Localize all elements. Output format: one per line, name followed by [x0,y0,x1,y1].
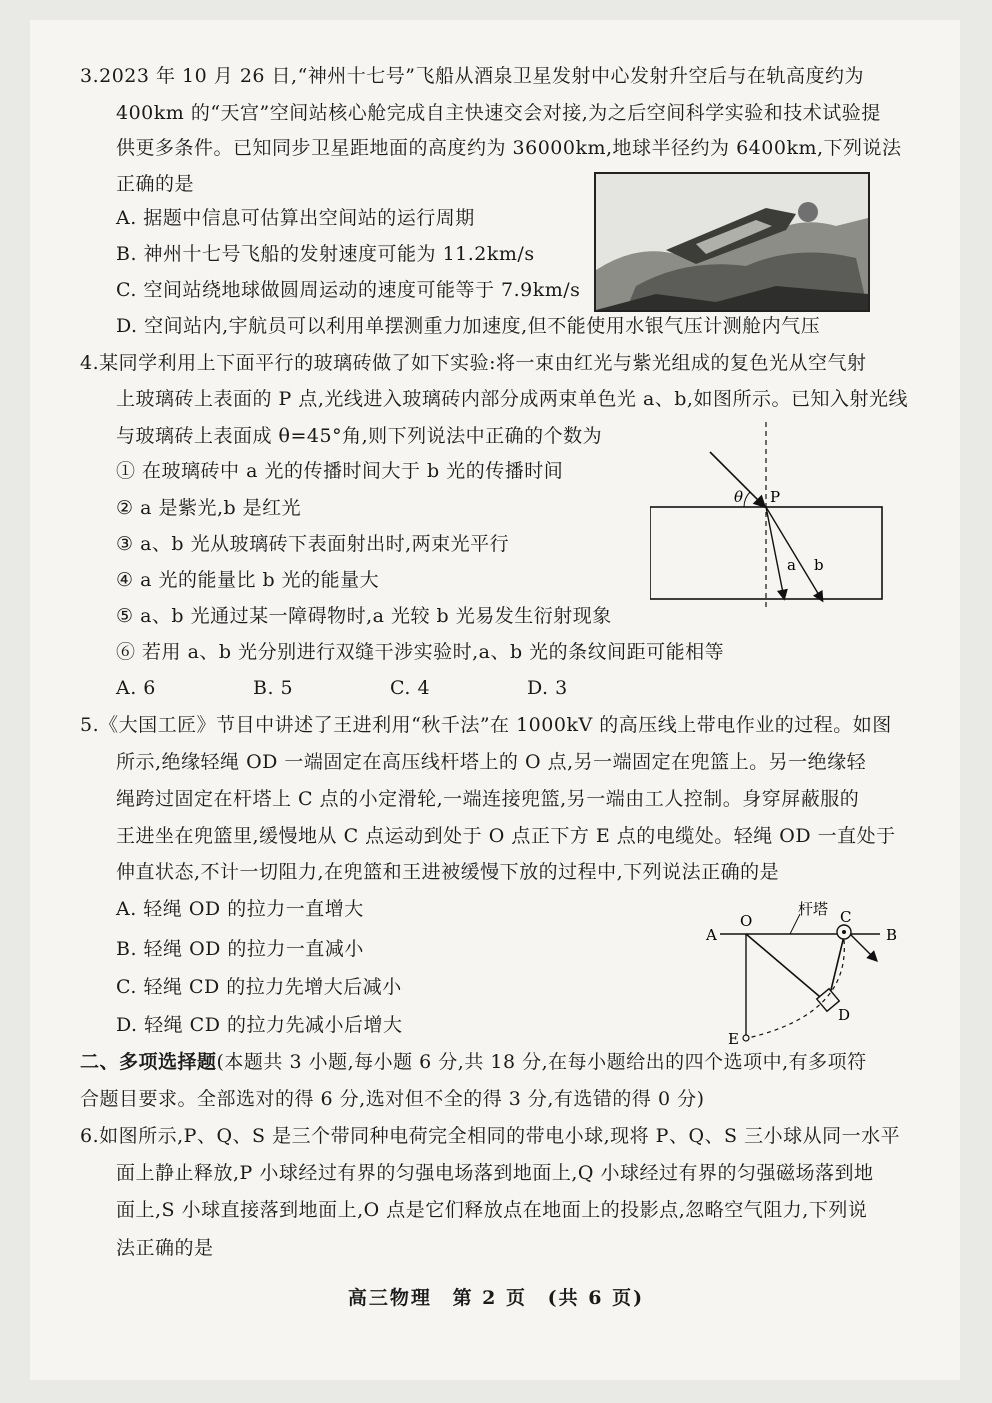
point-e [743,1035,749,1041]
section2-line-2: 合题目要求。全部选对的得 6 分,选对但不全的得 3 分,有选错的得 0 分) [80,1088,705,1110]
q5-line-5: 伸直状态,不计一切阻力,在兜篮和王进被缓慢下放的过程中,下列说法正确的是 [116,861,780,883]
section2-title: 二、多项选择题 [80,1051,217,1073]
q4-statement-3: ③ a、b 光从玻璃砖下表面射出时,两束光平行 [116,533,510,555]
q4-options [116,676,664,700]
q5-line-2: 所示,绝缘轻绳 OD 一端固定在高压线杆塔上的 O 点,另一端固定在兜篮上。另一绝缘轻 [116,751,867,773]
q5-line-3: 绳跨过固定在杆塔上 C 点的小定滑轮,一端连接兜篮,另一端由工人控制。身穿屏蔽服的 [116,788,860,810]
q6-line-3: 面上,S 小球直接落到地面上,O 点是它们释放点在地面上的投影点,忽略空气阻力,下列说 [116,1199,868,1221]
q4-line-3: 与玻璃砖上表面成 θ=45°角,则下列说法中正确的个数为 [116,425,603,447]
q4-statement-6: ⑥ 若用 a、b 光分别进行双缝干涉实验时,a、b 光的条纹间距可能相等 [116,641,725,663]
q4-line-1: 4.某同学利用上下面平行的玻璃砖做了如下实验:将一束由红光与紫光组成的复色光从空气射 [80,352,867,374]
q3-line-3: 供更多条件。已知同步卫星距地面的高度约为 36000km,地球半径约为 6400km,下列说法 [116,137,902,159]
q4-statement-5: ⑤ a、b 光通过某一障碍物时,a 光较 b 光易发生衍射现象 [116,605,612,627]
label-p: P [770,488,781,506]
q3-option-a: A. 据题中信息可估算出空间站的运行周期 [116,207,475,229]
footer-subject: 高三物理 [347,1287,432,1309]
basket [817,989,840,1012]
label-theta: θ [734,488,744,506]
label-a: A [706,926,717,944]
q4-statement-1: ① 在玻璃砖中 a 光的传播时间大于 b 光的传播时间 [116,460,564,482]
theta-arc [744,492,750,507]
q6-line-1: 6.如图所示,P、Q、S 是三个带同种电荷完全相同的带电小球,现将 P、Q、S 三小球从同一水平 [80,1125,901,1147]
label-e: E [728,1030,739,1048]
q3-line-4: 正确的是 [116,173,195,195]
label-a: a [787,556,796,574]
label-b: B [886,926,898,944]
q5-option-d: D. 轻绳 CD 的拉力先减小后增大 [116,1014,403,1036]
spacecraft-photo [594,172,870,312]
section2-intro: (本题共 3 小题,每小题 6 分,共 18 分,在每小题给出的四个选项中,有多项符 [216,1051,867,1073]
q3-option-b: B. 神州十七号飞船的发射速度可能为 11.2km/s [116,243,535,265]
q5-option-b: B. 轻绳 OD 的拉力一直减小 [116,938,364,960]
q4-option-d: D. 3 [527,677,568,699]
label-d: D [838,1006,851,1024]
section2-line-1 [80,1050,867,1074]
q6-line-2: 面上静止释放,P 小球经过有界的匀强电场落到地面上,Q 小球经过有界的匀强磁场落到地 [116,1162,874,1184]
power-line-diagram [700,894,910,1054]
pull-arrow [850,934,876,960]
ray-b [766,507,822,600]
label-tower: 杆塔 [798,900,829,918]
q5-option-a: A. 轻绳 OD 的拉力一直增大 [116,898,364,920]
glass-brick-diagram [650,418,890,618]
rope-od [746,934,826,1002]
q3-option-d: D. 空间站内,宇航员可以利用单摆测重力加速度,但不能使用水银气压计测舱内气压 [116,315,821,337]
q5-line-4: 王进坐在兜篮里,缓慢地从 C 点运动到处于 O 点正下方 E 点的电缆处。轻绳 OD 一直处于 [116,825,896,847]
label-b: b [814,556,824,574]
q3-line-2: 400km 的“天宫”空间站核心舱完成自主快速交会对接,为之后空间科学实验和技术试验提 [116,102,881,124]
q5-line-1: 5.《大国工匠》节目中讲述了王进利用“秋千法”在 1000kV 的高压线上带电作业的过程。如图 [80,714,892,736]
label-o: O [740,912,753,930]
q4-option-b: B. 5 [253,677,294,699]
q4-option-a: A. 6 [116,677,156,699]
q4-option-c: C. 4 [390,677,431,699]
q3-option-c: C. 空间站绕地球做圆周运动的速度可能等于 7.9km/s [116,279,581,301]
label-c: C [840,908,852,926]
q4-statement-2: ② a 是紫光,b 是红光 [116,497,302,519]
q3-line-1: 3.2023 年 10 月 26 日,“神州十七号”飞船从酒泉卫星发射中心发射升空后与在轨高度约为 [80,65,865,87]
q6-line-4: 法正确的是 [116,1237,214,1259]
q5-option-c: C. 轻绳 CD 的拉力先增大后减小 [116,976,402,998]
q4-line-2: 上玻璃砖上表面的 P 点,光线进入玻璃砖内部分成两束单色光 a、b,如图所示。已知入射光线 [116,388,908,410]
q4-statement-4: ④ a 光的能量比 b 光的能量大 [116,569,380,591]
page-footer [0,1283,992,1310]
rope-cd [830,936,844,994]
footer-page: 第 2 页 [452,1287,528,1309]
footer-total: (共 6 页) [547,1287,645,1309]
